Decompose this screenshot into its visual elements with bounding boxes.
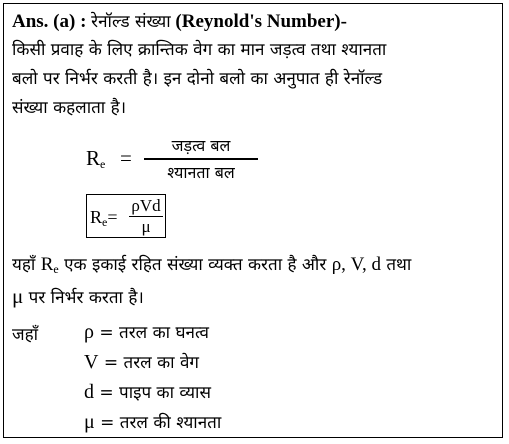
heading-english-term: (Reynold's Number)- bbox=[170, 11, 347, 32]
formula-denominator: μ bbox=[141, 217, 151, 236]
formula-numerator: जड़त्व बल bbox=[171, 136, 231, 155]
definition-density: ρ = तरल का घनत्व bbox=[84, 321, 209, 343]
where-label: जहाँ bbox=[12, 325, 39, 345]
answer-heading bbox=[12, 9, 347, 33]
reynolds-formula-boxed bbox=[86, 194, 166, 238]
paragraph-line-1: किसी प्रवाह के लिए क्रान्तिक वेग का मान जड़त्व तथा श्यानता bbox=[12, 40, 387, 60]
heading-prefix: Ans. (a) : bbox=[12, 11, 92, 32]
explanation-line-1: यहाँ $R_e$ एक इकाई रहित संख्या व्यक्त करता है और ρ, V, d तथा bbox=[12, 254, 412, 276]
paragraph-line-2: बलो पर निर्भर करती है। इन दोनो बलो का अनुपात ही रेनॉल्ड bbox=[12, 69, 383, 89]
formula-equals: = bbox=[120, 146, 132, 170]
formula-denominator: श्यानता बल bbox=[167, 163, 235, 182]
heading-hindi-term: रेनॉल्ड संख्या bbox=[91, 12, 171, 32]
answer-box bbox=[3, 3, 503, 438]
fraction-bar bbox=[144, 158, 258, 160]
definition-velocity: V = तरल का वेग bbox=[84, 351, 199, 373]
formula-lhs: $R_e=$ bbox=[90, 207, 118, 229]
paragraph-line-3: संख्या कहलाता है। bbox=[12, 98, 127, 118]
definition-viscosity: μ = तरल की श्यानता bbox=[84, 411, 222, 433]
formula-numerator: ρVd bbox=[131, 196, 161, 215]
formula-lhs: $R_e$ bbox=[86, 146, 106, 171]
explanation-line-2: μ पर निर्भर करता है। bbox=[12, 284, 144, 308]
definition-diameter: d = पाइप का व्यास bbox=[84, 381, 211, 403]
